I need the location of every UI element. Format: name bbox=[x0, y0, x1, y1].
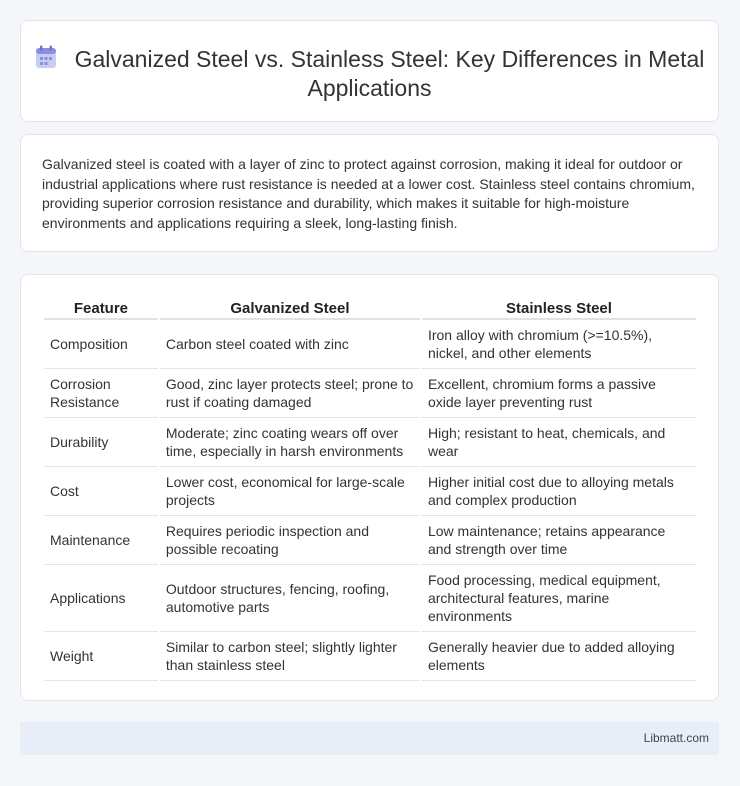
header-stainless: Stainless Steel bbox=[422, 295, 696, 320]
table-row bbox=[44, 632, 696, 681]
feature-cell: Corrosion Resistance bbox=[44, 369, 158, 418]
comparison-table bbox=[42, 295, 698, 681]
stainless-cell: Higher initial cost due to alloying metals and complex production bbox=[422, 467, 696, 516]
galvanized-cell: Similar to carbon steel; slightly lighter than stainless steel bbox=[160, 632, 420, 681]
title-card bbox=[20, 20, 719, 122]
feature-cell: Durability bbox=[44, 418, 158, 467]
feature-cell: Composition bbox=[44, 320, 158, 369]
galvanized-cell: Outdoor structures, fencing, roofing, automotive parts bbox=[160, 565, 420, 632]
stainless-cell: Generally heavier due to added alloying elements bbox=[422, 632, 696, 681]
footer-bar bbox=[20, 722, 719, 755]
header-galvanized: Galvanized Steel bbox=[160, 295, 420, 320]
table-row bbox=[44, 467, 696, 516]
intro-card bbox=[20, 134, 719, 252]
galvanized-cell: Carbon steel coated with zinc bbox=[160, 320, 420, 369]
page-title-text: Galvanized Steel vs. Stainless Steel: Key Differences in Metal Applications bbox=[74, 46, 705, 101]
galvanized-cell: Requires periodic inspection and possible recoating bbox=[160, 516, 420, 565]
table-row bbox=[44, 516, 696, 565]
footer-site-name: Libmatt.com bbox=[643, 731, 709, 745]
header-feature: Feature bbox=[44, 295, 158, 320]
feature-cell: Weight bbox=[44, 632, 158, 681]
stainless-cell: Excellent, chromium forms a passive oxide layer preventing rust bbox=[422, 369, 696, 418]
stainless-cell: Low maintenance; retains appearance and strength over time bbox=[422, 516, 696, 565]
title-wrap bbox=[21, 45, 718, 103]
table-row bbox=[44, 320, 696, 369]
galvanized-cell: Moderate; zinc coating wears off over time, especially in harsh environments bbox=[160, 418, 420, 467]
document-icon bbox=[35, 45, 57, 69]
stainless-cell: High; resistant to heat, chemicals, and wear bbox=[422, 418, 696, 467]
table-row bbox=[44, 418, 696, 467]
page-title bbox=[21, 45, 718, 103]
feature-cell: Cost bbox=[44, 467, 158, 516]
table-row bbox=[44, 369, 696, 418]
stainless-cell: Food processing, medical equipment, architectural features, marine environments bbox=[422, 565, 696, 632]
table-row bbox=[44, 565, 696, 632]
table-header-row bbox=[44, 295, 696, 320]
comparison-card bbox=[20, 274, 719, 701]
stainless-cell: Iron alloy with chromium (>=10.5%), nickel, and other elements bbox=[422, 320, 696, 369]
intro-paragraph: Galvanized steel is coated with a layer of zinc to protect against corrosion, making it ideal for outdoor or industrial applications where rust resistance is needed at a lower cost. Stainless steel contains chromium, providing superior corrosion resistance and durability, which makes it suitable for high-moisture environments and applications requiring a sleek, long-lasting finish. bbox=[42, 156, 695, 231]
feature-cell: Maintenance bbox=[44, 516, 158, 565]
galvanized-cell: Good, zinc layer protects steel; prone to rust if coating damaged bbox=[160, 369, 420, 418]
galvanized-cell: Lower cost, economical for large-scale projects bbox=[160, 467, 420, 516]
feature-cell: Applications bbox=[44, 565, 158, 632]
